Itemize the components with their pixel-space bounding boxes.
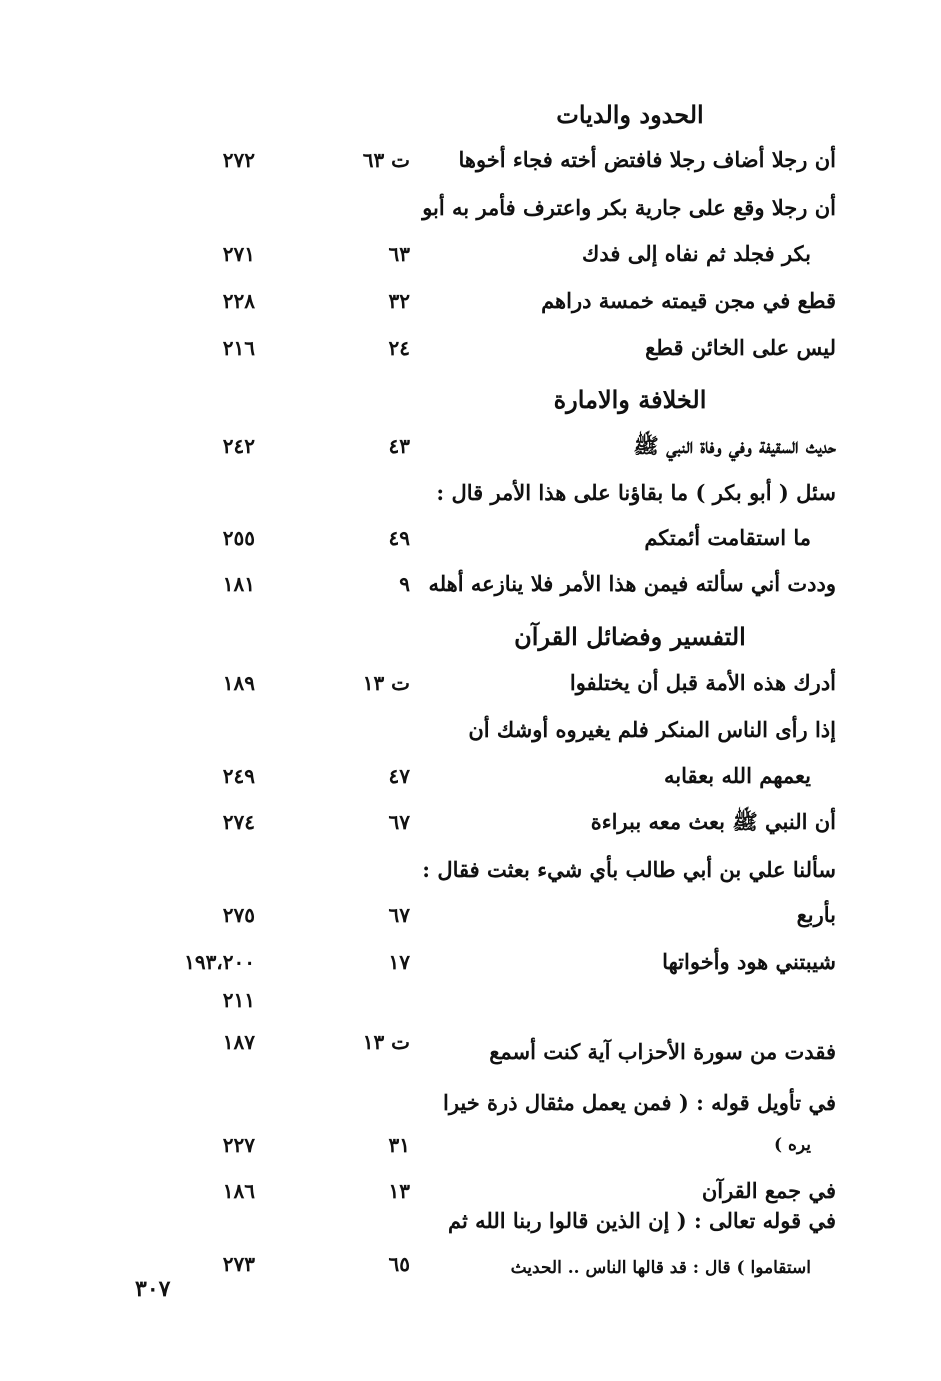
index-row — [0, 1127, 941, 1163]
entry-text: ليس على الخائن قطع — [645, 335, 836, 360]
entry-text: أن رجلا وقع على جارية بكر واعترف فأمر به أبو — [422, 195, 836, 220]
entry-page: ٢١٦ — [222, 336, 255, 360]
entry-text: استقاموا ) قال : قد قالها الناس .. الحديث — [510, 1258, 811, 1278]
entry-ref: ١٧ — [388, 950, 410, 974]
entry-ref: ت ٦٣ — [362, 148, 410, 172]
entry-page: ٢٤٩ — [222, 764, 255, 788]
entry-page: ١٨٩ — [222, 671, 255, 695]
entry-text: سئل ( أبو بكر ) ما بقاؤنا على هذا الأمر قال : — [436, 480, 836, 505]
section-heading-khilafa: الخلافة والامارة — [553, 385, 707, 414]
entry-page: ١٨٧ — [222, 1030, 255, 1054]
entry-text: شيبتني هود وأخواتها — [662, 949, 836, 974]
entry-ref: ٤٧ — [388, 764, 410, 788]
entry-page: ١٨٦ — [222, 1179, 255, 1203]
entry-text: فقدت من سورة الأحزاب آية كنت أسمع — [489, 1039, 836, 1064]
entry-page: ٢٤٢ — [222, 434, 255, 458]
index-row — [0, 1024, 941, 1064]
entry-text: أن النبي ﷺ بعث معه ببراءة — [590, 809, 836, 834]
entry-text: في قوله تعالى : ( إن الذين قالوا ربنا الله ثم — [447, 1208, 836, 1233]
entry-page: ١٨١ — [222, 572, 255, 596]
entry-ref: ٤٩ — [388, 526, 410, 550]
index-row — [0, 566, 941, 602]
entry-ref: ٤٣ — [388, 434, 410, 458]
index-row — [0, 520, 941, 556]
index-row — [0, 804, 941, 840]
index-row — [0, 944, 941, 980]
index-row — [0, 330, 941, 366]
entry-ref: ٣١ — [388, 1133, 410, 1157]
entry-text: حديث السقيفة وفي وفاة النبي ﷺ — [633, 433, 836, 458]
index-row — [0, 897, 941, 933]
index-row — [0, 712, 941, 748]
index-row — [0, 982, 941, 1018]
entry-page: ١٩٣،٢٠٠ — [184, 950, 255, 974]
section-heading-hudud: الحدود والديات — [556, 100, 704, 129]
entry-text: ما استقامت أئمتكم — [644, 525, 811, 550]
index-row — [0, 852, 941, 888]
entry-ref: ٢٤ — [388, 336, 410, 360]
index-row — [0, 236, 941, 272]
entry-text: في جمع القرآن — [701, 1178, 836, 1203]
entry-ref: ٩ — [399, 572, 410, 596]
entry-page: ٢٢٨ — [222, 289, 255, 313]
entry-page: ٢٧٢ — [222, 148, 255, 172]
index-row — [0, 665, 941, 701]
entry-text: يعمهم الله بعقابه — [664, 763, 811, 788]
entry-page: ٢١١ — [222, 988, 255, 1012]
entry-text: أدرك هذه الأمة قبل أن يختلفوا — [569, 670, 836, 695]
entry-ref: ت ١٣ — [362, 1030, 410, 1054]
index-row — [0, 142, 941, 178]
index-row — [0, 475, 941, 511]
entry-ref: ٦٣ — [388, 242, 410, 266]
index-row — [0, 428, 941, 464]
index-row — [0, 1203, 941, 1239]
entry-page: ٢٧٤ — [222, 810, 255, 834]
entry-page: ٢٢٧ — [222, 1133, 255, 1157]
entry-text: بكر فجلد ثم نفاه إلى فدك — [582, 241, 811, 266]
entry-ref: ٦٧ — [388, 810, 410, 834]
entry-text: بأربع — [796, 902, 836, 927]
entry-ref: ٦٥ — [388, 1252, 410, 1276]
page-number: ٣٠٧ — [135, 1276, 171, 1302]
index-row — [0, 758, 941, 794]
entry-page: ٢٧١ — [222, 242, 255, 266]
entry-text: يره ) — [774, 1135, 811, 1155]
entry-text: أن رجلا أضاف رجلا فافتض أخته فجاء أخوها — [458, 147, 836, 172]
index-row — [0, 1085, 941, 1121]
index-row — [0, 190, 941, 226]
entry-page: ٢٧٣ — [222, 1252, 255, 1276]
entry-ref: ٦٧ — [388, 903, 410, 927]
entry-ref: ٣٢ — [388, 289, 410, 313]
entry-text: وددت أني سألته فيمن هذا الأمر فلا ينازعه أهله — [428, 571, 836, 596]
entry-text: قطع في مجن قيمته خمسة دراهم — [541, 288, 836, 313]
entry-text: في تأويل قوله : ( فمن يعمل مثقال ذرة خيرا — [443, 1090, 836, 1115]
entry-page: ٢٥٥ — [222, 526, 255, 550]
entry-page: ٢٧٥ — [222, 903, 255, 927]
entry-ref: ١٣ — [388, 1179, 410, 1203]
entry-ref: ت ١٣ — [362, 671, 410, 695]
entry-text: إذا رأى الناس المنكر فلم يغيروه أوشك أن — [468, 717, 836, 742]
index-row — [0, 283, 941, 319]
section-heading-tafsir: التفسير وفضائل القرآن — [514, 622, 746, 651]
entry-text: سألنا علي بن أبي طالب بأي شيء بعثت فقال : — [422, 857, 836, 882]
